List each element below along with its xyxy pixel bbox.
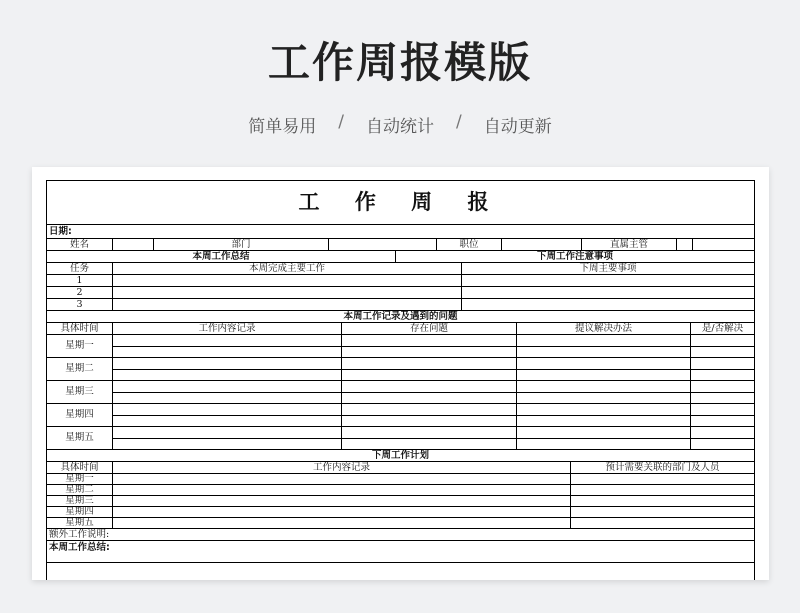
plan-content-cell[interactable] <box>113 518 571 528</box>
plan-dept-cell[interactable] <box>571 496 754 506</box>
task-number: 1 <box>47 275 113 286</box>
plan-weekday: 星期三 <box>47 496 113 506</box>
done-column-header: 本周完成主要工作 <box>113 263 462 274</box>
supervisor-label: 直属主管 <box>582 239 677 250</box>
solution-cells <box>517 358 691 380</box>
resolved-cell[interactable] <box>691 427 754 439</box>
notes-header: 下周工作注意事项 <box>536 251 613 262</box>
solution-cell[interactable] <box>517 381 690 393</box>
content-cell[interactable] <box>113 358 341 370</box>
plan-row <box>47 496 754 507</box>
resolved-cell[interactable] <box>691 347 754 358</box>
extra-work-label: 额外工作说明: <box>49 529 110 540</box>
resolved-cell[interactable] <box>691 335 754 347</box>
page-title: 工作周报模版 <box>267 38 532 87</box>
resolved-cells <box>691 358 754 380</box>
content-cell[interactable] <box>113 381 341 393</box>
record-day-row <box>47 335 754 358</box>
extra-row <box>47 529 754 541</box>
tag-auto-stats: 自动统计 <box>366 117 434 137</box>
content-cell[interactable] <box>113 427 341 439</box>
record-day-row <box>47 381 754 404</box>
position-value[interactable] <box>502 239 582 250</box>
issue-cell[interactable] <box>342 416 516 427</box>
plan-weekday: 星期四 <box>47 507 113 517</box>
plan-dept-column-header: 预计需要关联的部门及人员 <box>605 462 720 473</box>
department-label: 部门 <box>154 239 329 250</box>
plan-row <box>47 474 754 485</box>
task-row <box>47 275 754 287</box>
issue-cell[interactable] <box>342 335 516 347</box>
report-title-row <box>47 181 754 225</box>
resolved-cell[interactable] <box>691 358 754 370</box>
summary-header-row <box>47 251 754 263</box>
content-cells <box>113 381 342 403</box>
solution-cell[interactable] <box>517 439 690 450</box>
plan-time-column-header: 具体时间 <box>47 462 113 473</box>
feature-tagline <box>0 112 800 137</box>
summary-header: 本周工作总结 <box>47 251 396 262</box>
record-day-row <box>47 427 754 450</box>
solution-cell[interactable] <box>517 347 690 358</box>
record-weekday: 星期五 <box>47 427 113 449</box>
solution-column-header: 提议解决办法 <box>517 323 691 334</box>
tag-easy: 简单易用 <box>248 117 317 137</box>
time-column-header: 具体时间 <box>47 323 113 334</box>
next-column-header: 下周主要事项 <box>579 263 637 274</box>
record-day-row <box>47 358 754 381</box>
plan-content-cell[interactable] <box>113 507 571 517</box>
solution-cell[interactable] <box>517 427 690 439</box>
issue-cell[interactable] <box>342 404 516 416</box>
records-header: 本周工作记录及遇到的问题 <box>343 311 458 322</box>
date-label: 日期: <box>49 225 72 237</box>
done-cell[interactable] <box>113 299 462 310</box>
name-value[interactable] <box>113 239 154 250</box>
issue-cells <box>342 381 517 403</box>
records-header-row <box>47 311 754 323</box>
record-weekday: 星期一 <box>47 335 113 357</box>
record-weekday: 星期四 <box>47 404 113 426</box>
plan-row <box>47 507 754 518</box>
task-row <box>47 299 754 311</box>
plan-dept-cell[interactable] <box>571 474 754 484</box>
record-weekday: 星期三 <box>47 381 113 403</box>
content-column-header: 工作内容记录 <box>113 323 342 334</box>
resolved-cell[interactable] <box>691 416 754 427</box>
content-cells <box>113 427 342 449</box>
issue-cell[interactable] <box>342 439 516 450</box>
info-row <box>47 239 754 251</box>
records-columns-row <box>47 323 754 335</box>
issue-cell[interactable] <box>342 347 516 358</box>
content-cell[interactable] <box>113 347 341 358</box>
spreadsheet-preview <box>32 167 769 580</box>
issue-cell[interactable] <box>342 370 516 381</box>
task-header-row <box>47 263 754 275</box>
issues-column-header: 存在问题 <box>342 323 517 334</box>
solution-cells <box>517 381 691 403</box>
solution-cell[interactable] <box>517 393 690 404</box>
issue-cells <box>342 335 517 357</box>
solution-cells <box>517 404 691 426</box>
report-title: 工 作 周 报 <box>298 190 503 214</box>
plan-weekday: 星期二 <box>47 485 113 495</box>
solution-cells <box>517 335 691 357</box>
final-summary-label: 本周工作总结: <box>49 542 110 554</box>
plan-content-cell[interactable] <box>113 496 571 506</box>
resolved-cell[interactable] <box>691 381 754 393</box>
content-cell[interactable] <box>113 416 341 427</box>
plan-row <box>47 485 754 496</box>
task-column-header: 任务 <box>47 263 113 274</box>
resolved-cells <box>691 404 754 426</box>
solution-cell[interactable] <box>517 416 690 427</box>
issue-cell[interactable] <box>342 427 516 439</box>
plan-content-cell[interactable] <box>113 474 571 484</box>
tag-auto-update: 自动更新 <box>483 117 552 137</box>
task-number: 3 <box>47 299 113 310</box>
plan-row <box>47 518 754 529</box>
plan-dept-cell[interactable] <box>571 518 754 528</box>
task-number: 2 <box>47 287 113 298</box>
resolved-cells <box>691 335 754 357</box>
plan-header-row <box>47 450 754 462</box>
date-row <box>47 225 754 239</box>
resolved-cell[interactable] <box>691 370 754 381</box>
tag-separator: / <box>338 112 344 132</box>
tag-separator: / <box>456 112 462 132</box>
plan-columns-row <box>47 462 754 474</box>
record-day-row <box>47 404 754 427</box>
issue-cells <box>342 358 517 380</box>
issue-cell[interactable] <box>342 393 516 404</box>
plan-dept-cell[interactable] <box>571 485 754 495</box>
plan-weekday: 星期五 <box>47 518 113 528</box>
content-cells <box>113 358 342 380</box>
done-cell[interactable] <box>113 287 462 298</box>
supervisor-value[interactable] <box>677 239 693 250</box>
content-cells <box>113 335 342 357</box>
info-spare-cell[interactable] <box>693 239 754 250</box>
resolved-cells <box>691 427 754 449</box>
issue-cell[interactable] <box>342 358 516 370</box>
record-weekday: 星期二 <box>47 358 113 380</box>
solution-cells <box>517 427 691 449</box>
next-cell[interactable] <box>462 299 754 310</box>
weekly-report-form <box>46 180 755 580</box>
resolved-column-header: 是/否解决 <box>701 323 744 334</box>
content-cell[interactable] <box>113 335 341 347</box>
issue-cells <box>342 404 517 426</box>
department-value[interactable] <box>329 239 437 250</box>
position-label: 职位 <box>437 239 502 250</box>
content-cell[interactable] <box>113 393 341 404</box>
resolved-cell[interactable] <box>691 439 754 450</box>
solution-cell[interactable] <box>517 404 690 416</box>
issue-cell[interactable] <box>342 381 516 393</box>
done-cell[interactable] <box>113 275 462 286</box>
content-cell[interactable] <box>113 370 341 381</box>
plan-content-column-header: 工作内容记录 <box>113 462 571 473</box>
issue-cells <box>342 427 517 449</box>
content-cell[interactable] <box>113 404 341 416</box>
plan-weekday: 星期一 <box>47 474 113 484</box>
content-cells <box>113 404 342 426</box>
next-cell[interactable] <box>462 275 754 286</box>
solution-cell[interactable] <box>517 370 690 381</box>
plan-content-cell[interactable] <box>113 485 571 495</box>
final-summary-row <box>47 541 754 563</box>
solution-cell[interactable] <box>517 335 690 347</box>
task-row <box>47 287 754 299</box>
resolved-cells <box>691 381 754 403</box>
next-cell[interactable] <box>462 287 754 298</box>
resolved-cell[interactable] <box>691 393 754 404</box>
plan-header: 下周工作计划 <box>371 450 429 461</box>
resolved-cell[interactable] <box>691 404 754 416</box>
content-cell[interactable] <box>113 439 341 450</box>
name-label: 姓名 <box>47 239 113 250</box>
plan-dept-cell[interactable] <box>571 507 754 517</box>
solution-cell[interactable] <box>517 358 690 370</box>
